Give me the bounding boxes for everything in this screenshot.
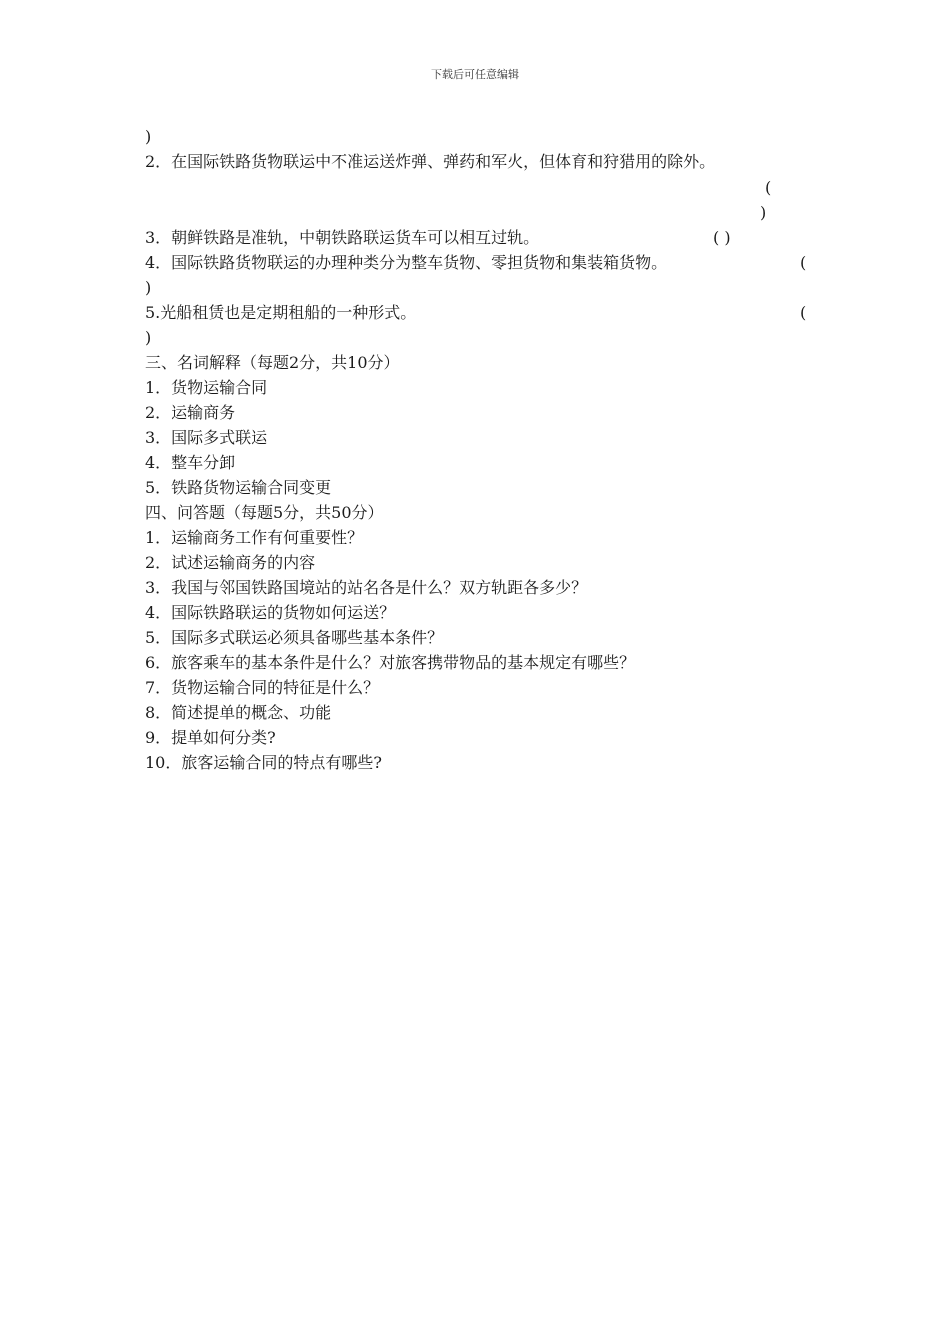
question-text: 4．国际铁路货物联运的办理种类分为整车货物、零担货物和集装箱货物。 [145,253,668,272]
true-false-question-5 [145,300,810,325]
answer-paren-open-2 [145,175,810,200]
q1-close-paren: ) [145,127,152,146]
answer-paren-close-4: ) [145,278,152,297]
term-item: 2．运输商务 [145,403,236,422]
term-item: 5．铁路货物运输合同变更 [145,478,332,497]
section-4-title: 四、问答题（每题5分，共50分） [145,503,384,522]
question-item: 7．货物运输合同的特征是什么？ [145,678,380,697]
answer-parens: ( ) [713,228,731,247]
answer-paren-close-5: ) [145,328,152,347]
answer-paren-open: ( [800,253,807,272]
question-text: 3．朝鲜铁路是准轨，中朝铁路联运货车可以相互过轨。 [145,228,540,247]
page-header: 下载后可任意编辑 [431,68,519,81]
document-body [145,124,810,775]
question-item: 9．提单如何分类? [145,728,276,747]
question-item: 1．运输商务工作有何重要性？ [145,528,364,547]
question-item: 5．国际多式联运必须具备哪些基本条件？ [145,628,444,647]
question-item: 3．我国与邻国铁路国境站的站名各是什么？双方轨距各多少？ [145,578,588,597]
term-item: 1．货物运输合同 [145,378,268,397]
term-item: 3．国际多式联运 [145,428,268,447]
answer-paren-open: ( [765,178,772,197]
question-item: 10．旅客运输合同的特点有哪些? [145,753,382,772]
true-false-question-2: 2．在国际铁路货物联运中不准运送炸弹、弹药和军火，但体育和狩猎用的除外。 [145,152,716,171]
answer-paren-close: ) [760,203,767,222]
true-false-question-4 [145,250,810,275]
term-item: 4．整车分卸 [145,453,236,472]
question-item: 8．简述提单的概念、功能 [145,703,332,722]
question-item: 4．国际铁路联运的货物如何运送？ [145,603,396,622]
answer-paren-open: ( [800,303,807,322]
section-3-title: 三、名词解释（每题2分，共10分） [145,353,400,372]
answer-paren-close-2 [145,200,810,225]
true-false-question-3 [145,225,810,250]
question-item: 2．试述运输商务的内容 [145,553,316,572]
question-text: 5.光船租赁也是定期租船的一种形式。 [145,303,417,322]
question-item: 6．旅客乘车的基本条件是什么？对旅客携带物品的基本规定有哪些？ [145,653,636,672]
